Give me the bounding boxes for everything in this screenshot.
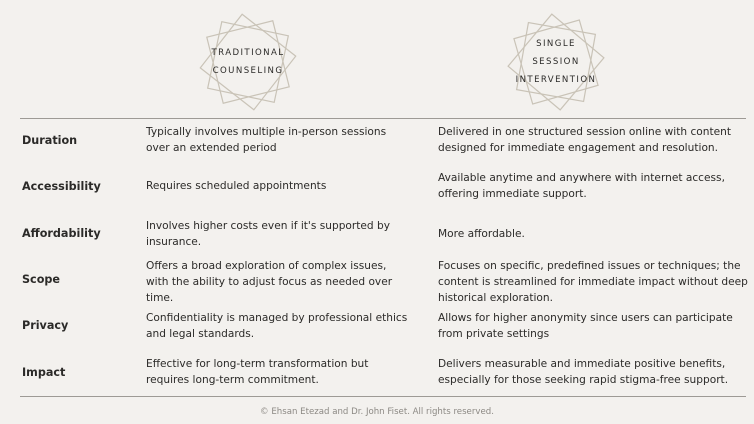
table-row-privacy [0,304,754,350]
table-bottom-divider [20,396,746,397]
traditional-cell: Typically involves multiple in-person sessions over an extended period [146,126,387,154]
row-label: Impact [22,366,66,379]
table-row-affordability [0,211,754,257]
badge-right-line-3: INTERVENTION [515,75,597,85]
table-row-scope [0,257,754,303]
row-label: Affordability [22,227,101,240]
traditional-cell: Confidentiality is managed by professional ethics and legal standards. [146,312,408,340]
row-label: Accessibility [22,180,101,193]
table-row-accessibility [0,164,754,210]
table-row-duration [0,118,754,164]
traditional-cell: Requires scheduled appointments [146,180,327,192]
badge-right-line-2: SESSION [532,57,580,67]
single-session-cell: Allows for higher anonymity since users can participate from private settings [438,312,733,340]
traditional-counseling-badge [192,6,304,118]
badge-left-line-1: TRADITIONAL [211,48,285,58]
column-headers [0,0,754,118]
copyright-footer: © Ehsan Etezad and Dr. John Fiset. All rights reserved. [260,407,494,417]
row-label: Scope [22,273,60,286]
traditional-cell: Involves higher costs even if it's supported by insurance. [146,220,391,248]
traditional-cell: Effective for long-term transformation but requires long-term commitment. [146,358,369,386]
traditional-cell: Offers a broad exploration of complex issues, with the ability to adjust focus as needed over time. [146,260,393,304]
single-session-cell: Delivered in one structured session online with content designed for immediate engagement and resolution. [438,126,732,154]
badge-right-line-1: SINGLE [536,39,576,49]
single-session-cell: More affordable. [438,228,525,240]
row-label: Duration [22,134,78,147]
row-label: Privacy [22,319,69,332]
single-session-cell: Available anytime and anywhere with internet access, offering immediate support. [438,172,725,200]
table-row-impact [0,350,754,396]
single-session-intervention-badge [500,6,612,118]
single-session-cell: Delivers measurable and immediate positive benefits, especially for those seeking rapid stigma-free support. [438,358,729,386]
single-session-cell: Focuses on specific, predefined issues or techniques; the content is streamlined for immediate impact without deep historical exploration. [438,260,748,304]
badge-left-line-2: COUNSELING [212,66,284,76]
